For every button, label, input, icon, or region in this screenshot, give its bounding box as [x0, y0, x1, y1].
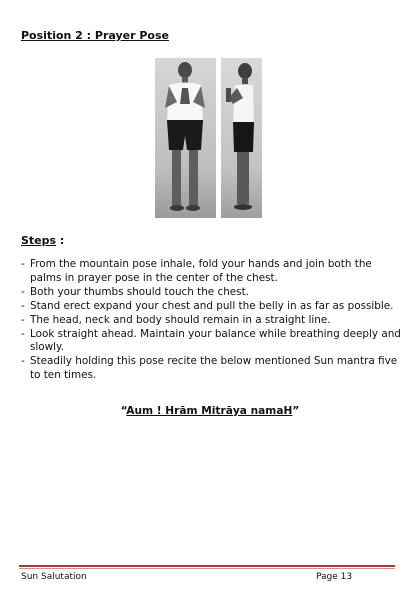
- step-dash: -: [21, 327, 25, 340]
- sun-mantra: [0, 405, 420, 417]
- step-text: Steadily holding this pose recite the below mentioned Sun mantra five to ten times.: [30, 355, 398, 382]
- page-title: Position 2 : Prayer Pose: [21, 29, 169, 42]
- step-dash: -: [21, 299, 25, 312]
- steps-heading-colon: :: [56, 234, 65, 247]
- prayer-pose-side-photo: [221, 58, 262, 218]
- steps-heading-label: Steps: [21, 234, 57, 247]
- footer-divider-thin: [19, 568, 395, 569]
- step-item: [21, 300, 401, 314]
- step-text: Look straight ahead. Maintain your balance while breathing deeply and slowly.: [30, 327, 401, 354]
- step-text: From the mountain pose inhale, fold your hands and join both the palms in prayer pose in the center of the chest.: [30, 258, 372, 284]
- footer-section-title: Sun Salutation: [21, 572, 87, 582]
- step-item: [21, 328, 401, 356]
- step-item: [21, 314, 401, 328]
- step-item: [21, 286, 401, 300]
- mantra-open-quote: “: [120, 405, 127, 417]
- prayer-pose-front-photo: [155, 58, 216, 218]
- footer-page-number: Page 13: [316, 572, 353, 582]
- footer-divider: [19, 565, 395, 567]
- steps-list: [21, 258, 401, 383]
- mantra-text: Aum ! Hrām Mitrāya namaH: [126, 405, 293, 417]
- step-dash: -: [21, 313, 25, 326]
- mantra-close-quote: ”: [292, 405, 300, 417]
- step-text: Stand erect expand your chest and pull the belly in as far as possible.: [30, 299, 394, 312]
- step-text: The head, neck and body should remain in a straight line.: [30, 313, 331, 326]
- step-item: [21, 355, 401, 383]
- step-item: [21, 258, 401, 286]
- steps-heading: [21, 234, 64, 247]
- step-dash: -: [21, 258, 25, 270]
- step-dash: -: [21, 285, 25, 298]
- step-dash: -: [21, 355, 25, 368]
- step-text: Both your thumbs should touch the chest.: [30, 285, 249, 298]
- prayer-pose-photos: [155, 58, 262, 218]
